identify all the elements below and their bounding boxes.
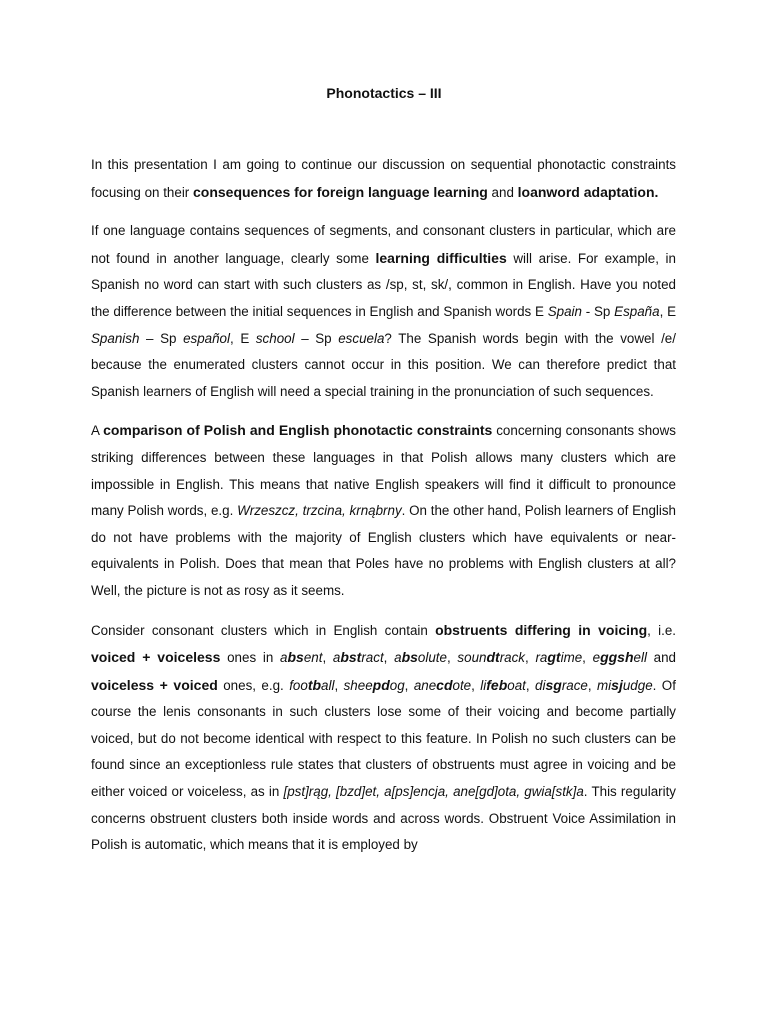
bold-phrase: voiceless + voiced (91, 676, 218, 693)
text: , E (229, 330, 256, 346)
text: . On the other hand, Polish learners of English do not have problems with the majority of English clusters which have equivalents or near-equivalents in Polish. Does that mean that Poles have no problems with English clusters at all? Well, the picture is not as rosy as it seems. (91, 503, 676, 598)
text: - Sp (581, 303, 615, 319)
text: A (91, 423, 104, 439)
text: Consider consonant clusters which in English contain (91, 622, 436, 638)
bold-phrase: loanword adaptation. (517, 183, 659, 200)
text: – Sp (294, 330, 339, 346)
italic-word: español (183, 330, 230, 346)
text: , i.e. (647, 622, 676, 638)
bold-phrase: voiced + voiceless (91, 649, 221, 666)
italic-word: school (255, 330, 295, 346)
italic-word: Wrzeszcz, trzcina, krnąbrny (237, 503, 402, 519)
page-title: Phonotactics – III (326, 85, 442, 101)
italic-word: Spanish (91, 330, 140, 346)
paragraph-intro (91, 152, 676, 206)
text: will arise. For example, in Spanish no word can start with such clusters as /sp, st, sk/, common in English. Have you noted the difference between the initial sequences in English and Spanish words E (91, 250, 676, 319)
example-word: football (289, 676, 335, 693)
text: ones in (220, 650, 281, 666)
bold-phrase: consequences for foreign language learning (192, 183, 488, 200)
example-word: soundtrack (457, 649, 525, 666)
text: . This regularity concerns obstruent clusters both inside words and across words. Obstruent Voice Assimilation in Polish is automatic, which means that it is employed by (91, 784, 676, 853)
paragraph-polish-english (91, 417, 676, 604)
example-word: misjudge (597, 676, 653, 693)
example-word: anecdote (413, 676, 472, 693)
text: , E (659, 303, 677, 319)
text: and (646, 650, 677, 666)
example-word: eggshell (592, 649, 647, 666)
paragraph-spanish (91, 218, 676, 405)
document-body (91, 152, 676, 871)
text: If one language contains sequences of segments, and consonant clusters in particular, which are not found in another language, clearly some (91, 223, 676, 266)
italic-word: Spain (547, 303, 582, 319)
italic-word: escuela (338, 330, 385, 346)
example-word: absolute (394, 649, 447, 666)
text: In this presentation I am going to continue our discussion on sequential phonotactic constraints focusing on their (91, 157, 676, 200)
text: and (487, 184, 518, 200)
example-word: disgrace (535, 676, 588, 693)
text: ones, e.g. (217, 677, 290, 693)
text: ? The Spanish words begin with the vowel /e/ because the enumerated clusters cannot occur in this position. We can therefore predict that Spanish learners of English will need a special training in the pronunciation of such sequences. (91, 330, 676, 399)
example-word: abstract (332, 649, 384, 666)
text: concerning consonants shows striking differences between these languages in that Polish allows many clusters which are impossible in English. This means that native English speakers will find it difficult to pronounce many Polish words, e.g. (91, 423, 676, 519)
bold-phrase: learning difficulties (375, 249, 507, 266)
paragraph-obstruents: Consider consonant clusters which in English contain obstruents differing in voicing, i.e. voiced + voiceless ones in absent, abstract, absolute, soundtrack, ragtime, eggshell and voiceless + voiced ones, e.g. football, sheepdog, anecdote, lifeboat, disgrace, misjudge. Of course the lenis consonants in such clusters lose some of their voicing and become partially voiced, but do not become identical with respect to this feature. In Polish no such clusters can be found since an exceptionless rule states that clusters of obstruents must agree in voicing and be either voiced or voiceless, as in [pst]rąg, [bzd]et, a[ps]encja, ane[gd]ota, gwia[stk]a. This regularity concerns obstruent clusters both inside words and across words. Obstruent Voice Assimilation in Polish is automatic, which means that it is employed by (91, 621, 677, 853)
example-word: lifeboat (480, 676, 526, 693)
example-word: ragtime (535, 649, 583, 666)
bold-phrase: comparison of Polish and English phonotactic constraints (103, 422, 493, 439)
italic-word: España (614, 303, 660, 319)
italic-word: [pst]rąg, [bzd]et, a[ps]encja, ane[gd]ota, gwia[stk]a (283, 784, 584, 800)
example-word: absent (280, 649, 323, 666)
text: – Sp (139, 330, 184, 346)
example-word: sheepdog (343, 676, 405, 693)
bold-phrase: obstruents differing in voicing (435, 621, 648, 638)
text: . Of course the lenis consonants in such clusters lose some of their voicing and become partially voiced, but do not become identical with respect to this feature. In Polish no such clusters can be found since an exceptionless rule states that clusters of obstruents must agree in voicing and be either voiced or voiceless, as in (91, 677, 676, 800)
